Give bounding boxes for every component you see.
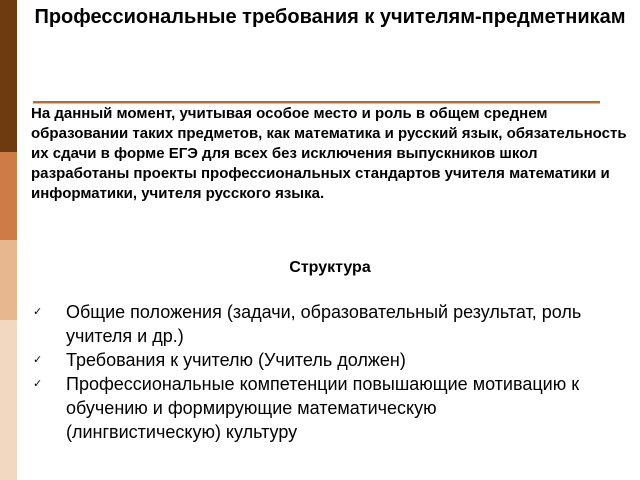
left-bar-block-pale bbox=[0, 320, 17, 480]
structure-list-item bbox=[33, 300, 593, 348]
checkmark-icon: ✓ bbox=[33, 305, 43, 318]
structure-item-text: Профессиональные компетенции повышающие мотивацию к обучению и формирующие математическую (лингвистическую) культуру bbox=[66, 374, 580, 442]
intro-paragraph: На данный момент, учитывая особое место и роль в общем среднем образовании таких предметов, как математика и русский язык, обязательность их сдачи в форме ЕГЭ для всех без исключения выпускников школ разработаны проекты профессиональных стандартов учителя математики и информатики, учителя русского языка. bbox=[31, 105, 627, 202]
checkmark-icon: ✓ bbox=[33, 353, 43, 366]
structure-list bbox=[33, 300, 593, 444]
structure-heading: Структура bbox=[289, 259, 371, 276]
structure-item-text: Общие положения (задачи, образовательный результат, роль учителя и др.) bbox=[66, 302, 582, 346]
structure-list-item bbox=[33, 372, 593, 444]
structure-list-item bbox=[33, 348, 593, 372]
left-decorative-bar bbox=[0, 0, 17, 480]
checkmark-icon: ✓ bbox=[33, 377, 43, 390]
left-bar-block-dark bbox=[0, 0, 17, 152]
slide-title: Профессиональные требования к учителям-предметникам bbox=[34, 6, 626, 28]
structure-item-text: Требования к учителю (Учитель должен) bbox=[66, 350, 406, 370]
left-bar-block-light bbox=[0, 240, 17, 320]
left-bar-block-orange bbox=[0, 152, 17, 240]
